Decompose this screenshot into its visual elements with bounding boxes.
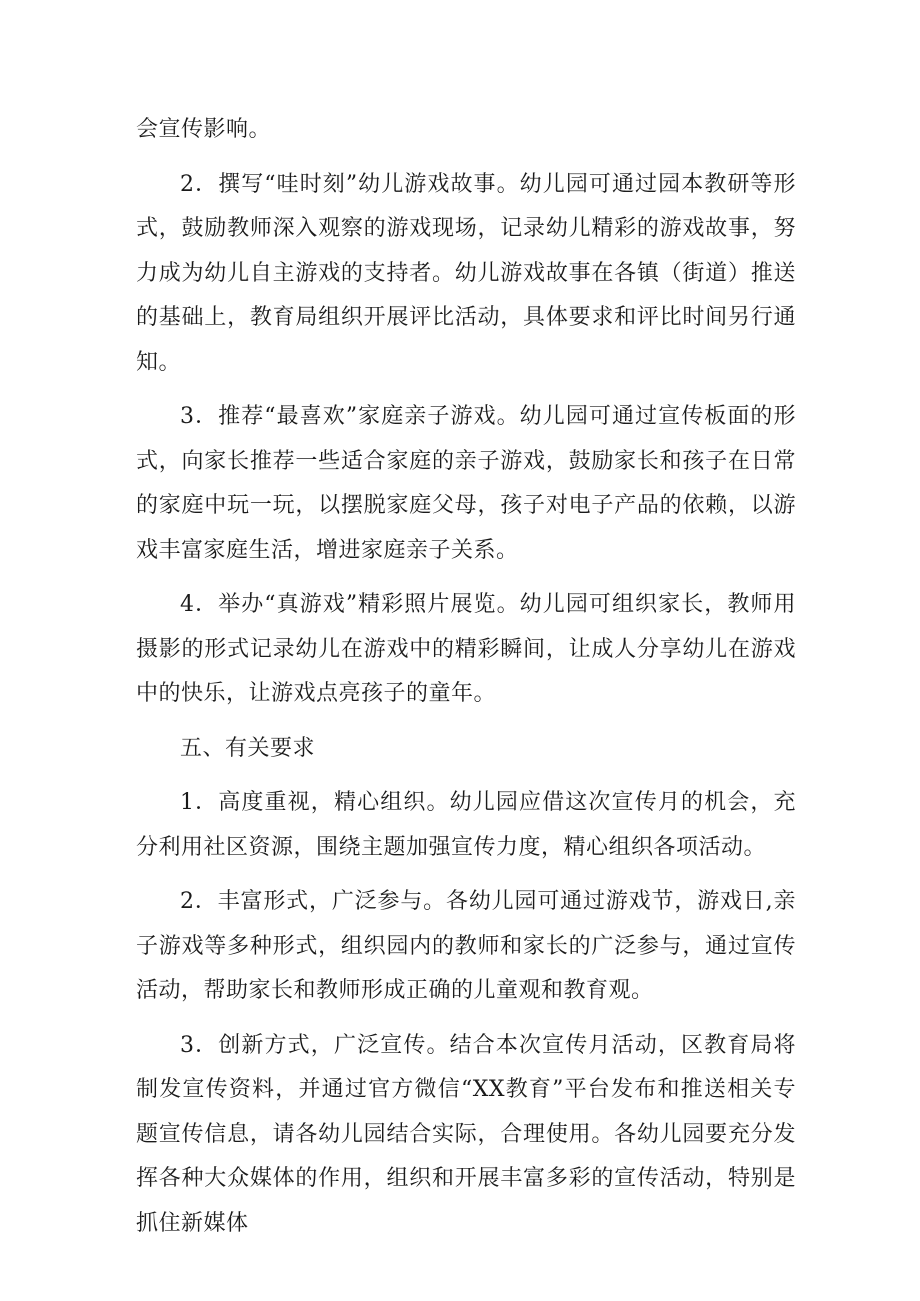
paragraph-item-4-photo-exhibit: 4．举办“真游戏”精彩照片展览。幼儿园可组织家长，教师用摄影的形式记录幼儿在游戏中的精彩瞬间，让成人分享幼儿在游戏中的快乐，让游戏点亮孩子的童年。	[136, 592, 796, 706]
paragraph-item-2-wow-moment: 2．撰写“哇时刻”幼儿游戏故事。幼儿园可通过园本教研等形式，鼓励教师深入观察的游戏现场，记录幼儿精彩的游戏故事，努力成为幼儿自主游戏的支持者。幼儿游戏故事在各镇（街道）推送的基础上，教育局组织开展评比活动，具体要求和评比时间另行通知。	[136, 171, 796, 375]
paragraph-continuation: 会宣传影响。	[136, 117, 272, 142]
section-heading-requirements: 五、有关要求	[180, 735, 316, 761]
paragraph-requirement-2: 2．丰富形式，广泛参与。各幼儿园可通过游戏节，游戏日,亲子游戏等多种形式，组织园内的教师和家长的广泛参与，通过宣传活动，帮助家长和教师形成正确的儿童观和教育观。	[136, 889, 796, 1003]
paragraph-requirement-1: 1．高度重视，精心组织。幼儿园应借这次宣传月的机会，充分利用社区资源，围绕主题加强宣传力度，精心组织各项活动。	[136, 790, 796, 860]
paragraph-item-3-family-game: 3．推荐“最喜欢”家庭亲子游戏。幼儿园可通过宣传板面的形式，向家长推荐一些适合家庭的亲子游戏，鼓励家长和孩子在日常的家庭中玩一玩，以摆脱家庭父母，孩子对电子产品的依赖，以游戏丰富家庭生活，增进家庭亲子关系。	[136, 404, 796, 563]
paragraph-requirement-3: 3．创新方式，广泛宣传。结合本次宣传月活动，区教育局将制发宣传资料，并通过官方微信“XX教育”平台发布和推送相关专题宣传信息，请各幼儿园结合实际，合理使用。各幼儿园要充分发挥各种大众媒体的作用，组织和开展丰富多彩的宣传活动，特别是抓住新媒体	[136, 1032, 796, 1236]
document-body	[136, 108, 796, 1256]
